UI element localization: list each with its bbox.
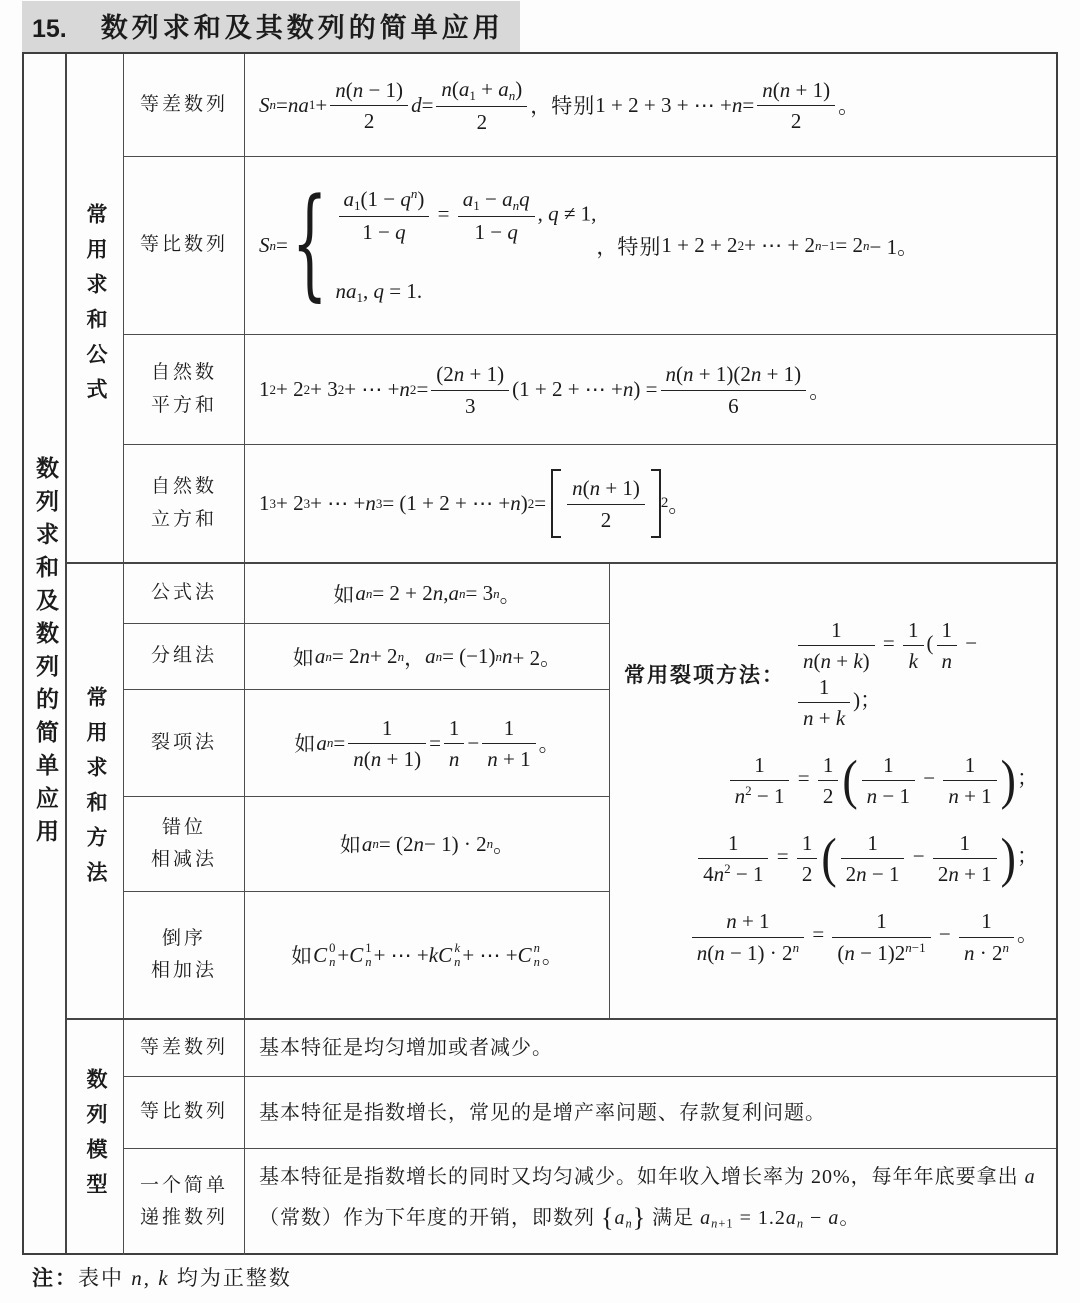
section-sum-methods	[67, 564, 1056, 1020]
section-rows	[124, 54, 1056, 562]
row-label-arithmetic-sequence: 等差数列	[124, 54, 245, 156]
section-header-sequence-models: 数列模型	[67, 1020, 124, 1255]
section-sequence-models	[67, 1020, 1056, 1255]
row-label-telescoping-method: 裂项法	[124, 690, 245, 796]
table-row	[124, 335, 1056, 445]
telescoping-methods-panel	[610, 564, 1056, 1018]
row-label-cube-sum: 自然数 立方和	[124, 445, 245, 562]
section-rows	[124, 1020, 1056, 1255]
title-highlight	[22, 1, 520, 52]
telescoping-line	[610, 748, 1056, 810]
footnote-prefix: 注：	[32, 1266, 78, 1290]
row-label-arithmetic-model: 等差数列	[124, 1020, 245, 1076]
table-row	[124, 564, 609, 624]
table-row	[124, 1020, 1056, 1077]
telescoping-formula-2: $\frac{1}{n^2 - 1}$ = $\frac{1}{2}$ ( $\frac{1}{n - 1}$ − $\frac{1}{n + 1}$ )；	[727, 752, 1038, 808]
row-label-formula-method: 公式法	[124, 564, 245, 623]
footnote	[32, 1262, 292, 1292]
row-label-staggered-subtraction: 错位 相减法	[124, 797, 245, 891]
example-telescoping-method: 如 a n = 1 n(n + 1) = 1 n − 1 n + 1 。	[294, 715, 560, 771]
table-main-header: 数列求和及数列的简单应用	[24, 54, 67, 1253]
example-formula-method: 如 a n = 2 + 2 n , a n = 3 n 。	[333, 581, 521, 607]
telescoping-formula-1: $\frac{1}{n(n + k)}$ = $\frac{1}{k}$ ( $\frac{1}{n}$ − $\frac{1}{n + k}$ )；	[795, 617, 1038, 730]
table-row	[124, 1077, 1056, 1149]
table-row	[124, 1149, 1056, 1255]
example-grouping-method: 如 a n = 2 n + 2 n ， a n = (−1) n n + 2。	[292, 644, 562, 670]
formula-arithmetic-sum: S n = na 1 + n(n − 1) 2 d = $n(a_1 + a_n)$ 2 ， 特别 1 + 2 + 3 + ⋯ + n = n(n + 1) 2 。	[259, 76, 860, 135]
section-number: 15.	[32, 15, 67, 43]
table-row	[124, 157, 1056, 335]
table-row	[124, 892, 609, 1018]
method-rows	[124, 564, 610, 1018]
row-label-recursive-model: 一个简单 递推数列	[124, 1149, 245, 1255]
example-reverse-addition: 如 C 0 n + C 1 n + ⋯ + kC k n + ⋯ + C n n 。	[291, 940, 563, 969]
table-row	[124, 624, 609, 690]
row-label-geometric-sequence: 等比数列	[124, 157, 245, 334]
table-row	[124, 54, 1056, 157]
table-row	[124, 797, 609, 892]
description-geometric-model: 基本特征是指数增长，常见的是增产率问题、存款复利问题。	[259, 1101, 826, 1124]
row-label-reverse-addition: 倒序 相加法	[124, 892, 245, 1018]
formula-geometric-sum: S n = { $\frac{a_1(1 - q^n)}{1 - q}$ = $a_1 - a_nq$ 1 − q , q ≠ 1, $na_1$, q = 1. ， 特别 1 + 2 + 2 2 + ⋯ + 2 n−1 = 2 n − 1。	[259, 174, 919, 315]
telescoping-line	[610, 908, 1056, 964]
row-label-geometric-model: 等比数列	[124, 1077, 245, 1148]
formula-table	[22, 52, 1058, 1255]
row-label-grouping-method: 分组法	[124, 624, 245, 689]
section-sum-formulas	[67, 54, 1056, 564]
description-recursive-model: 基本特征是指数增长的同时又均匀减少。如年收入增长率为 20%，每年年底要拿出 a（常数）作为下年度的开销，即数列 $\{a_n\}$ 满足 $a_{n+1} = 1.2a_n - a$。	[259, 1166, 1036, 1232]
page-header	[22, 6, 520, 52]
description-arithmetic-model: 基本特征是均匀增加或者减少。	[259, 1037, 553, 1059]
telescoping-formula-4: $\frac{n + 1}{n(n - 1) \cdot 2^n}$ = $\frac{1}{(n - 1)2^{n-1}}$ − $\frac{1}{n \cdot 2^n}$ 。	[689, 908, 1038, 964]
page-title: 数列求和及其数列的简单应用	[100, 13, 504, 43]
table-row	[124, 690, 609, 797]
formula-square-sum: 1 2 + 2 2 + 3 2 + ⋯ + n 2 = (2n + 1) 3 (1 + 2 + ⋯ + n ) = n(n + 1)(2n + 1) 6 。	[259, 362, 831, 418]
telescoping-formula-3: $\frac{1}{4n^2 - 1}$ = $\frac{1}{2}$ ( $\frac{1}{2n - 1}$ − $\frac{1}{2n + 1}$ )；	[695, 830, 1038, 886]
table-row	[124, 445, 1056, 562]
footnote-text: 表中 n, k 均为正整数	[78, 1266, 292, 1290]
row-label-square-sum: 自然数 平方和	[124, 335, 245, 444]
table-body	[67, 54, 1056, 1253]
section-header-sum-formulas: 常用求和公式	[67, 54, 124, 562]
telescoping-line	[610, 617, 1056, 730]
methods-body	[124, 564, 1056, 1018]
formula-cube-sum: 1 3 + 2 3 + ⋯ + n 3 = (1 + 2 + ⋯ + n ) 2 = n(n + 1) 2 2 。	[245, 445, 1056, 562]
section-header-sum-methods: 常用求和方法	[67, 564, 124, 1018]
telescoping-panel-label: 常用裂项方法：	[624, 662, 785, 687]
telescoping-line	[610, 827, 1056, 889]
example-staggered-subtraction: 如 a n = (2 n − 1) · 2 n 。	[339, 831, 515, 857]
